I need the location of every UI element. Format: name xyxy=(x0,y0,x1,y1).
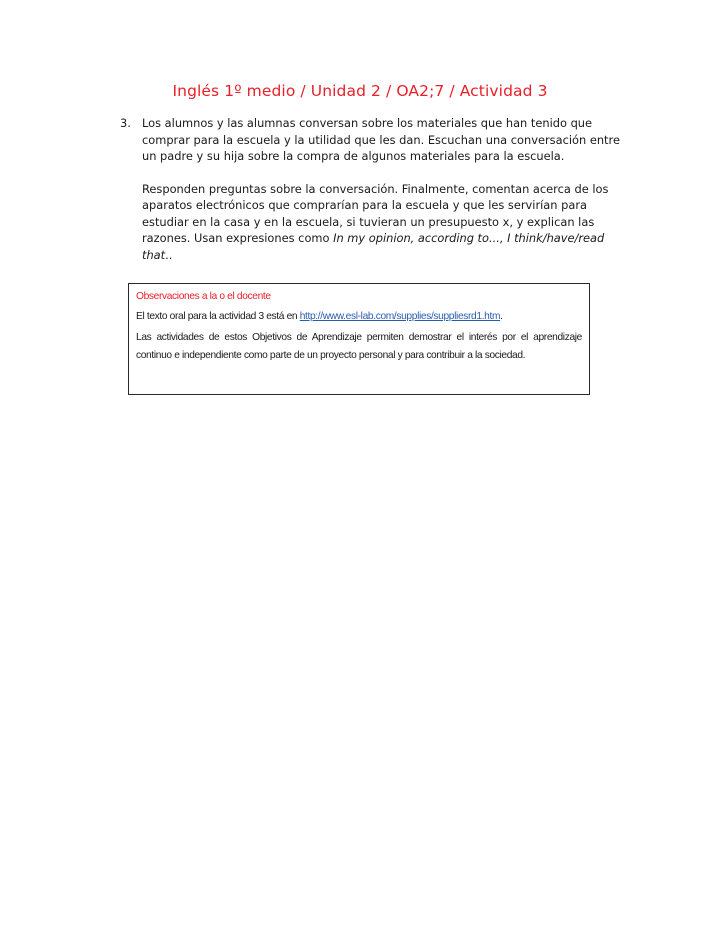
source-suffix: . xyxy=(500,311,503,322)
observations-source-line xyxy=(136,308,582,325)
observations-box xyxy=(128,283,590,395)
paragraph-2-end: .. xyxy=(165,247,173,262)
source-link[interactable]: http://www.esl-lab.com/supplies/suppliesrd1.htm xyxy=(299,311,501,322)
expressions-italic: In my opinion, according to..., I think/have/read that xyxy=(142,231,605,262)
observations-title: Observaciones a la o el docente xyxy=(136,291,271,302)
activity-body xyxy=(142,115,620,263)
paragraph-2-text: Responden preguntas sobre la conversación. Finalmente, comentan acerca de los aparatos electrónicos que comprarían para la escuela y que les servirían para estudiar en la casa y en la escuela, si tuvieran un presupuesto x, y explican las razones. Usan expresiones como xyxy=(142,181,609,245)
activity-paragraph-1: Los alumnos y las alumnas conversan sobre los materiales que han tenido que comprar para la escuela y la utilidad que les dan. Escuchan una conversación entre un padre y su hija sobre la compra de algunos materiales para la escuela. xyxy=(142,116,620,163)
source-prefix: El texto oral para la actividad 3 está en xyxy=(136,311,300,322)
observations-paragraph: Las actividades de estos Objetivos de Aprendizaje permiten demostrar el interés por el aprendizaje continuo e independiente como parte de un proyecto personal y para contribuir a la sociedad. xyxy=(136,332,582,361)
page-title: Inglés 1º medio / Unidad 2 / OA2;7 / Actividad 3 xyxy=(172,82,548,100)
activity-item xyxy=(120,115,620,263)
activity-paragraph-2 xyxy=(142,181,620,264)
list-number: 3. xyxy=(120,116,131,130)
